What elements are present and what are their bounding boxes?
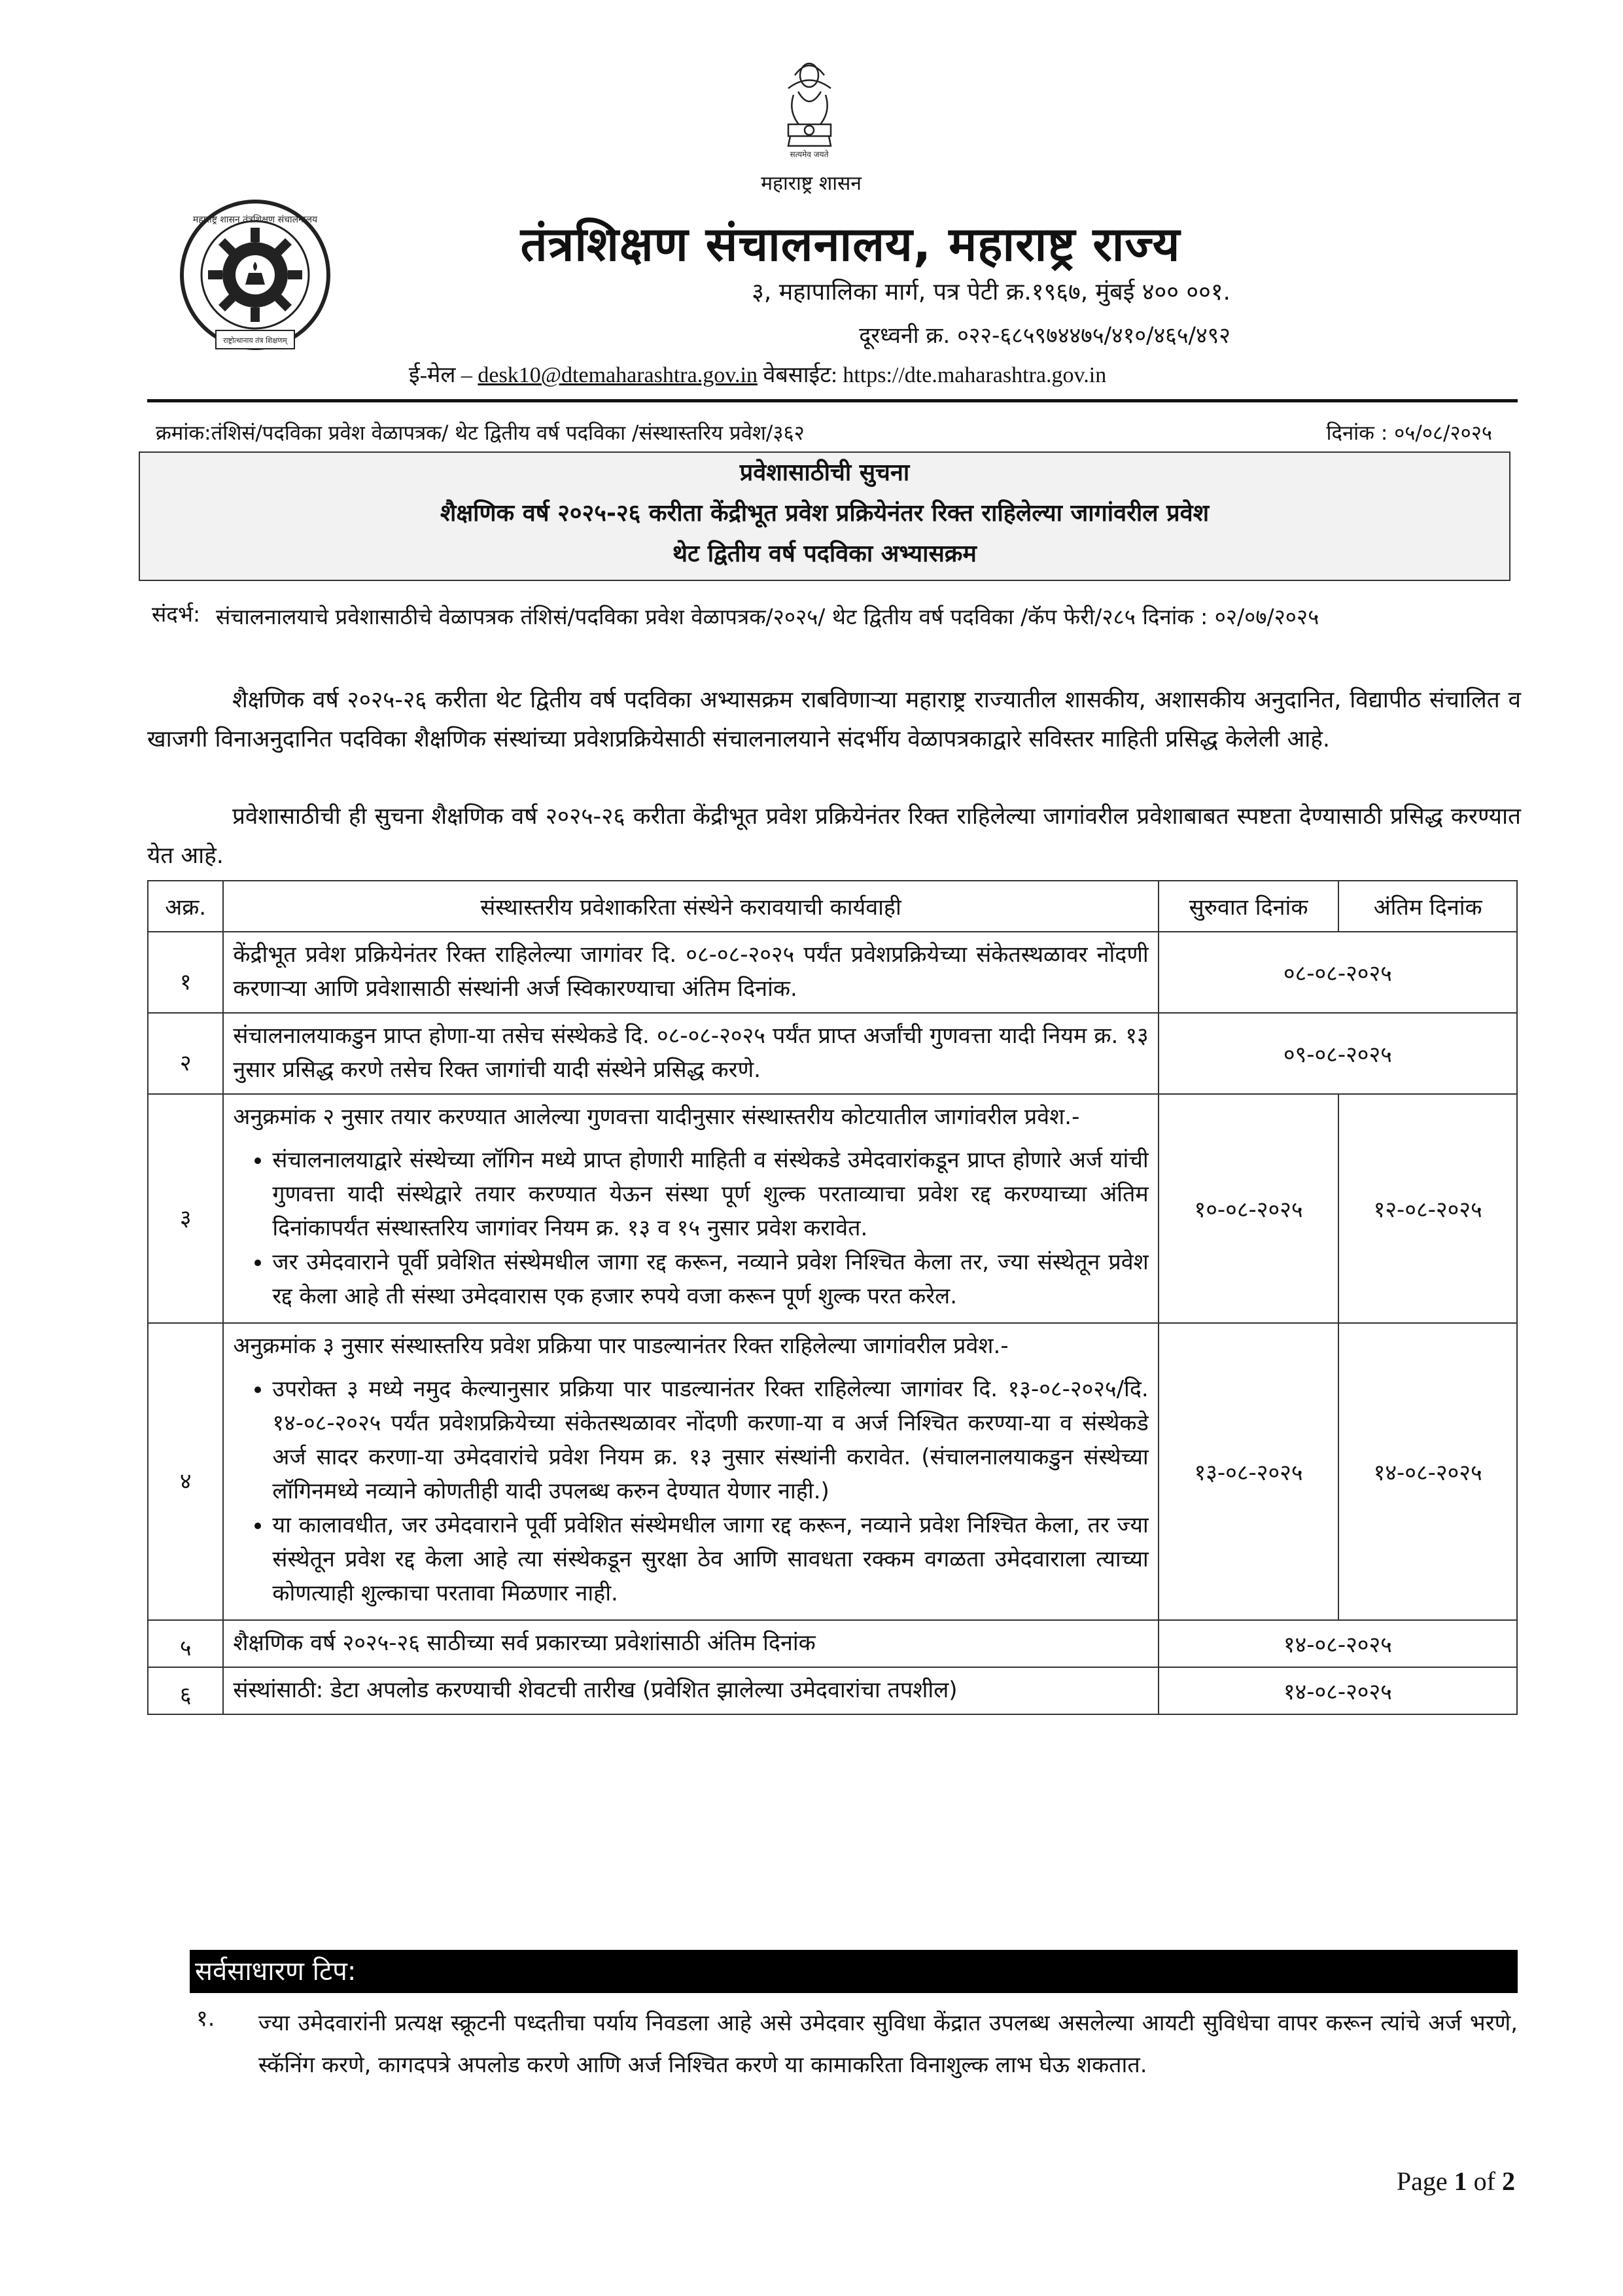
row-action-text: अनुक्रमांक ३ नुसार संस्थास्तरिय प्रवेश प्रक्रिया पार पाडल्यानंतर रिक्त राहिलेल्या जागांवरील प्रवेश.- xyxy=(233,1333,1009,1359)
schedule-table xyxy=(147,880,1518,1715)
table-row xyxy=(148,932,1517,1013)
row-action-cell xyxy=(223,1094,1158,1323)
row-action-text: केंद्रीभूत प्रवेश प्रक्रियेनंतर रिक्त राहिलेल्या जागांवर दि. ०८-०८-२०२५ पर्यंत प्रवेशप्रक्रियेच्या संकेतस्थळावर नोंदणी करणाऱ्या आणि प्रवेशासाठी संस्थांनी अर्ज स्विकारण्याचा अंतिम दिनांक. xyxy=(223,932,1158,1013)
row-end-date: १४-०८-२०२५ xyxy=(1338,1323,1517,1620)
tip-item-number: १. xyxy=(196,2005,215,2032)
general-tip-heading: सर्वसाधारण टिप: xyxy=(190,1950,1518,1993)
row-sr-no: ४ xyxy=(148,1323,223,1620)
list-item: • जर उमेदवाराने पूर्वी प्रवेशित संस्थेमधील जागा रद्द करून, नव्याने प्रवेश निश्चित केला तर, ज्या संस्थेतून प्रवेश रद्द केला आहे ती संस्था उमेदवारास एक हजार रुपये वजा करून पूर्ण शुल्क परत करेल. xyxy=(272,1245,1148,1313)
row-date: १४-०८-२०२५ xyxy=(1159,1667,1517,1714)
row-sr-no: ३ xyxy=(148,1094,223,1323)
header-start-date: सुरुवात दिनांक xyxy=(1159,881,1339,932)
row-sr-no: १ xyxy=(148,932,223,1013)
row-start-date: १३-०८-२०२५ xyxy=(1159,1323,1339,1620)
row-action-cell xyxy=(223,1323,1158,1620)
header-action: संस्थास्तरीय प्रवेशाकरिता संस्थेने करावयाची कार्यवाही xyxy=(223,881,1158,932)
row-sr-no: ५ xyxy=(148,1620,223,1667)
list-item: • या कालावधीत, जर उमेदवाराने पूर्वी प्रवेशित संस्थेमधील जागा रद्द करून, नव्याने प्रवेश निश्चित केला, तर ज्या संस्थेतून प्रवेश रद्द केला आहे त्या संस्थेकडून सुरक्षा ठेव आणि सावधता रक्कम वगळता उमेदवाराला त्याच्या कोणत्याही शुल्काचा परतावा मिळणार नाही. xyxy=(272,1508,1148,1610)
row-date: ०८-०८-२०२५ xyxy=(1159,932,1517,1013)
email-link[interactable]: desk10@dtemaharashtra.gov.in xyxy=(478,363,758,387)
reference-text: संचालनालयाचे प्रवेशासाठीचे वेळापत्रक तंशिसं/पदविका प्रवेश वेळापत्रक/२०२५/ थेट द्वितीय वर्ष पदविका /कॅप फेरी/२८५ दिनांक : ०२/०७/२०२५ xyxy=(216,604,1319,629)
page-number xyxy=(1397,2166,1515,2197)
postal-address: ३, महापालिका मार्ग, पत्र पेटी क्र.१९६७, मुंबई ४०० ००१. xyxy=(752,279,1230,306)
row-bullet-list xyxy=(233,1372,1148,1610)
phone-numbers: दूरध्वनी क्र. ०२२-६८५९७४४७५/४१०/४६५/४९२ xyxy=(859,323,1230,349)
row-action-text: संस्थांसाठी: डेटा अपलोड करण्याची शेवटची तारीख (प्रवेशित झालेल्या उमेदवारांचा तपशील) xyxy=(223,1667,1158,1714)
email-label: ई-मेल – xyxy=(409,363,472,387)
contact-line xyxy=(409,359,1106,389)
row-action-text: शैक्षणिक वर्ष २०२५-२६ साठीच्या सर्व प्रकारच्या प्रवेशांसाठी अंतिम दिनांक xyxy=(223,1620,1158,1667)
row-date: १४-०८-२०२५ xyxy=(1159,1620,1517,1667)
row-action-text: अनुक्रमांक २ नुसार तयार करण्यात आलेल्या गुणवत्ता यादीनुसार संस्थास्तरीय कोटयातील जागांवरील प्रवेश.- xyxy=(233,1104,1080,1130)
table-row xyxy=(148,1094,1517,1323)
notice-title-line-1: प्रवेशासाठीची सुचना xyxy=(739,459,910,486)
table-header-row xyxy=(148,881,1517,932)
purpose-paragraph: प्रवेशासाठीची ही सुचना शैक्षणिक वर्ष २०२५-२६ करीता केंद्रीभूत प्रवेश प्रक्रियेनंतर रिक्त राहिलेल्या जागांवरील प्रवेशाबाबत स्पष्टता देण्यासाठी प्रसिद्ध करण्यात येत आहे. xyxy=(147,804,1521,869)
tip-item-text: ज्या उमेदवारांनी प्रत्यक्ष स्क्रूटनी पध्दतीचा पर्याय निवडला आहे असे उमेदवार सुविधा केंद्रात उपलब्ध असलेल्या आयटी सुविधेचा वापर करून त्यांचे अर्ज भरणे, स्कॅनिंग करणे, कागदपत्रे अपलोड करणे आणि अर्ज निश्चित करणे या कामाकरिता विनाशुल्क लाभ घेऊ शकतात. xyxy=(258,2010,1518,2078)
emblem-motto: सत्यमेव जयते xyxy=(790,150,829,159)
page-prefix: Page xyxy=(1396,2166,1454,2196)
list-item: • संचालनालयाद्वारे संस्थेच्या लॉगिन मध्ये प्राप्त होणारी माहिती व संस्थेकडे उमेदवारांकडून प्राप्त होणारे अर्ज यांची गुणवत्ता यादी संस्थेद्वारे तयार करण्यात येऊन संस्था पूर्ण शुल्क परताव्याचा प्रवेश रद्द करण्याच्या अंतिम दिनांकापर्यंत संस्थास्तरिय जागांवर नियम क्र. १३ व १५ नुसार प्रवेश करावेत. xyxy=(272,1143,1148,1245)
table-row xyxy=(148,1013,1517,1094)
header-divider xyxy=(147,399,1518,402)
row-end-date: १२-०८-२०२५ xyxy=(1338,1094,1517,1323)
reference-date: दिनांक : ०५/०८/२०२५ xyxy=(1326,421,1492,445)
page-total: 2 xyxy=(1502,2166,1515,2196)
dte-seal-logo xyxy=(177,196,334,360)
list-item: • उपरोक्त ३ मध्ये नमुद केल्यानुसार प्रक्रिया पार पाडल्यानंतर रिक्त राहिलेल्या जागांवर दि. १३-०८-२०२५/दि. १४-०८-२०२५ पर्यंत प्रवेशप्रक्रियेच्या संकेतस्थळावर नोंदणी करणा-या व अर्ज निश्चित करण्या-या व संस्थेकडे अर्ज सादर करणा-या उमेदवारांचे प्रवेश नियम क्र. १३ नुसार संस्थांनी करावेत. (संचालनालयाकडुन संस्थेच्या लॉगिनमध्ये नव्याने कोणतीही यादी उपलब्ध करुन देण्यात येणार नाही.) xyxy=(272,1372,1148,1508)
government-name: महाराष्ट्र शासन xyxy=(761,172,862,195)
page-current: 1 xyxy=(1454,2166,1467,2196)
table-row xyxy=(148,1667,1517,1714)
national-emblem-icon xyxy=(769,56,850,160)
website-link[interactable]: https://dte.maharashtra.gov.in xyxy=(843,363,1107,387)
reference-label: संदर्भ: xyxy=(152,601,201,627)
table-row xyxy=(148,1323,1517,1620)
reference-number: क्रमांक:तंशिसं/पदविका प्रवेश वेळापत्रक/ थेट द्वितीय वर्ष पदविका /संस्थास्तरिय प्रवेश/३६२ xyxy=(156,421,805,445)
seal-text-top: महाराष्ट्र शासन तंत्रशिक्षण संचालनालय xyxy=(192,215,318,225)
notice-title-line-2: शैक्षणिक वर्ष २०२५-२६ करीता केंद्रीभूत प्रवेश प्रक्रियेनंतर रिक्त राहिलेल्या जागांवरील प्रवेश xyxy=(440,500,1210,527)
notice-title-line-3: थेट द्वितीय वर्ष पदविका अभ्यासक्रम xyxy=(672,540,977,567)
notice-title-box xyxy=(139,451,1510,581)
table-row xyxy=(148,1620,1517,1667)
row-bullet-list xyxy=(233,1143,1148,1313)
intro-paragraph: शैक्षणिक वर्ष २०२५-२६ करीता थेट द्वितीय वर्ष पदविका अभ्यासक्रम राबविणाऱ्या महाराष्ट्र राज्यातील शासकीय, अशासकीय अनुदानित, विद्यापीठ संचालित व खाजगी विनाअनुदानित पदविका शैक्षणिक संस्थांच्या प्रवेशप्रक्रियेसाठी संचालनालयाने संदर्भीय वेळापत्रकाद्वारे सविस्तर माहिती प्रसिद्ध केलेली आहे. xyxy=(147,687,1521,752)
page-mid: of xyxy=(1467,2166,1502,2196)
row-start-date: १०-०८-२०२५ xyxy=(1159,1094,1339,1323)
row-sr-no: २ xyxy=(148,1013,223,1094)
row-date: ०९-०८-२०२५ xyxy=(1159,1013,1517,1094)
website-label: वेबसाईट: xyxy=(763,363,837,387)
seal-text-bottom: राष्ट्रोत्थानाय तंत्र शिक्षणम् xyxy=(223,336,287,345)
row-sr-no: ६ xyxy=(148,1667,223,1714)
row-action-text: संचालनालयाकडुन प्राप्त होणा-या तसेच संस्थेकडे दि. ०८-०८-२०२५ पर्यंत प्राप्त अर्जांची गुणवत्ता यादी नियम क्र. १३ नुसार प्रसिद्ध करणे तसेच रिक्त जागांची यादी संस्थेने प्रसिद्ध करणे. xyxy=(223,1013,1158,1094)
header-end-date: अंतिम दिनांक xyxy=(1338,881,1517,932)
organisation-title: तंत्रशिक्षण संचालनालय, महाराष्ट्र राज्य xyxy=(520,217,1181,272)
header-sr-no: अक्र. xyxy=(148,881,223,932)
